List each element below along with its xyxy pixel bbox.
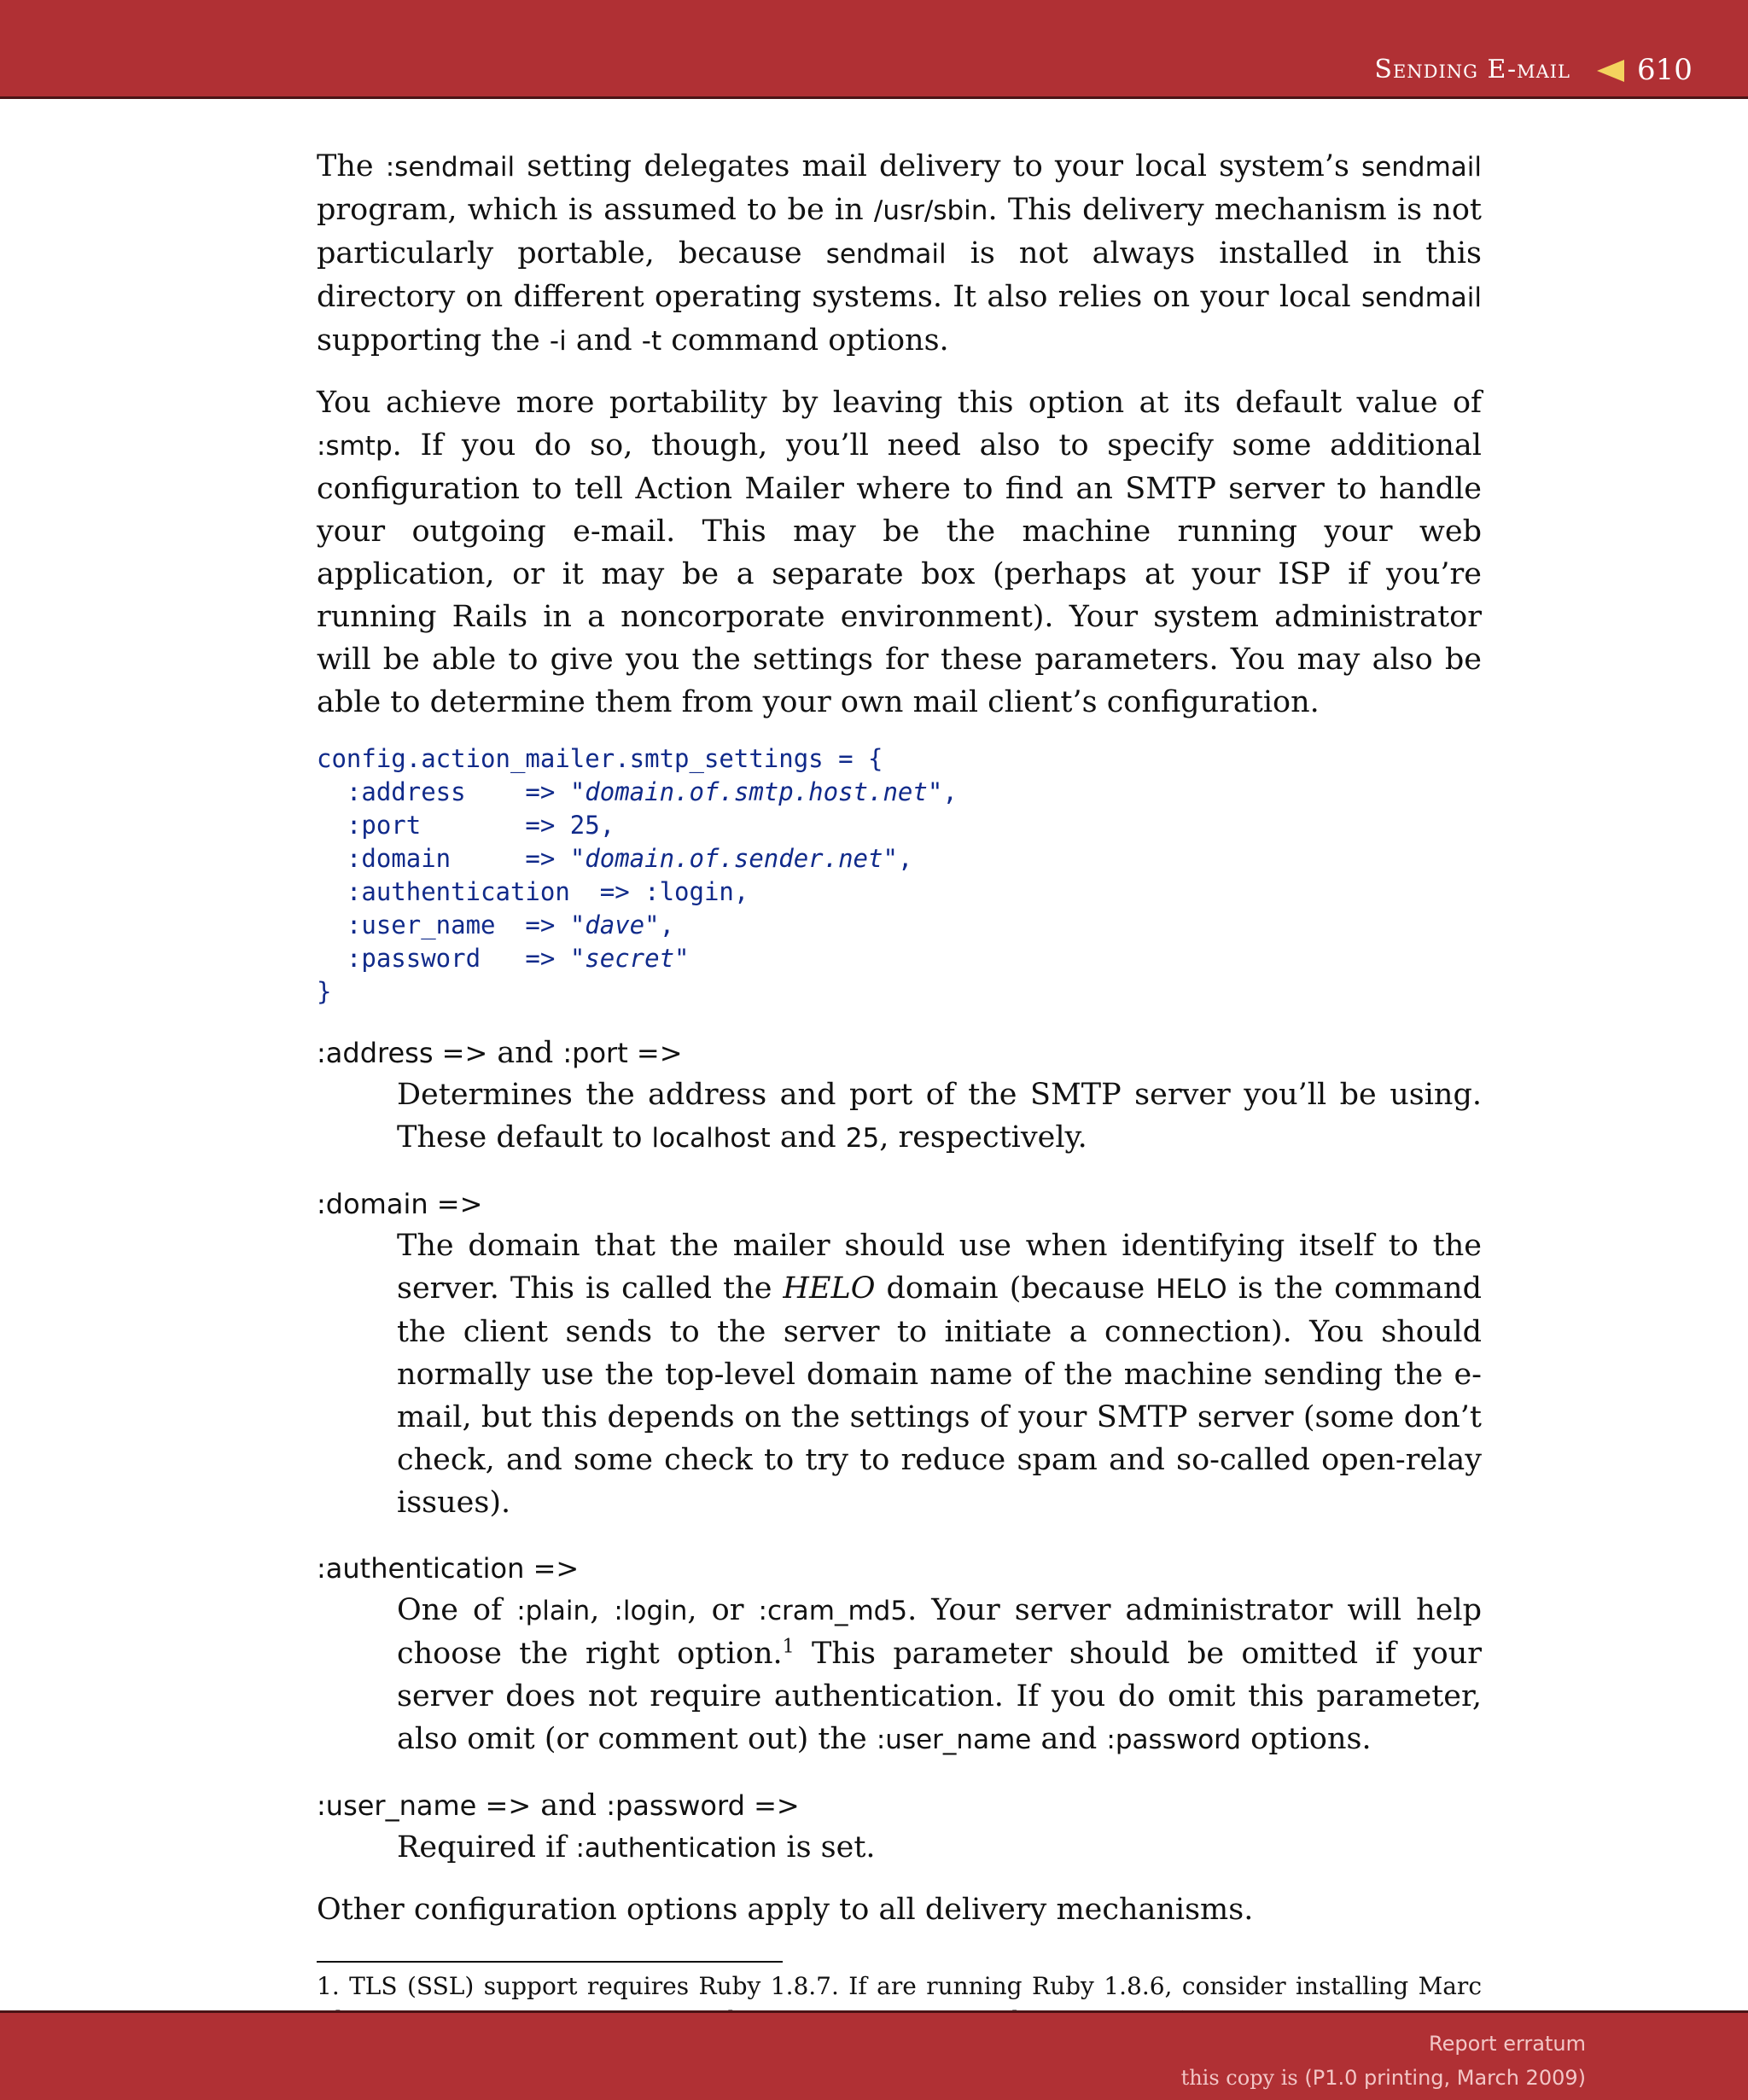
text: The [317,149,386,183]
report-erratum-link[interactable]: Report erratum [1429,2032,1586,2056]
inline-code: :authentication [575,1833,778,1864]
code-string: "domain.of.sender.net" [569,844,898,873]
definition-authentication [397,1589,1482,1761]
code-string: "domain.of.smtp.host.net" [569,777,943,806]
text: . Your server administrator will help choose the right option. [397,1593,1482,1671]
text: One of [397,1593,517,1627]
code-string: "secret" [569,944,690,973]
code-punct: , [659,910,675,939]
code-line: } [317,977,332,1006]
text: You achieve more portability by leaving this option at its default value of [317,386,1482,420]
page-number: 610 [1637,53,1693,87]
definition-term-domain [317,1185,1482,1223]
term-text: :port => [562,1037,683,1069]
inline-code: 25 [845,1123,880,1154]
text: supporting the [317,323,550,358]
inline-code: :sendmail [385,152,516,183]
code-line: :authentication => :login, [317,877,749,906]
definition-term-address-port [317,1034,1482,1072]
back-arrow-icon[interactable] [1597,60,1624,82]
footnote-number: 1. [317,1972,340,2000]
inline-code: :plain [516,1596,591,1626]
text: This parameter should be omitted if your server does not require authentication. If you do omit this parameter, also omit (or comment out) the [397,1637,1483,1756]
code-line: :port => 25, [317,811,615,840]
page-header [0,0,1748,99]
closing-paragraph: Other configuration options apply to all delivery mechanisms. [317,1893,1254,1927]
paragraph-smtp [317,381,1482,724]
text: is the command the client sends to the server to initiate a connection). You should normally use the top-level domain name of the machine sending the e-mail, but this depends on the settings of your SMTP server (some don’t check, and some check to try to reduce spam and so-called open-relay issues). [397,1271,1482,1520]
definition-term-authentication [317,1550,1482,1587]
code-line: config.action_mailer.smtp_settings = { [317,744,883,773]
text: . If you do so, though, you’ll need also to specify some additional configuration to tell Action Mailer where to find an SMTP server to handle your outgoing e-mail. This may be the machine running your web application, or it may be a separate box (perhaps at your ISP if you’re running Rails in a noncorporate environment). Your system administrator will be able to give you the settings for these parameters. You may also be able to determine them from your own mail client’s configuration. [317,428,1482,719]
code-punct: , [897,844,913,873]
section-title: Sending E-mail [1374,55,1570,84]
text: is set. [777,1830,876,1864]
term-and: and [531,1789,607,1823]
text: setting delegates mail delivery to your local system’s [515,149,1362,183]
page-content [317,145,1482,2097]
inline-code: :smtp [317,431,393,462]
term-text: :user_name => [317,1789,532,1822]
copy-printing: (P1.0 printing, March 2009) [1304,2066,1586,2090]
text: , [590,1593,615,1627]
inline-code: /usr/sbin [873,195,988,226]
text: Required if [397,1830,576,1864]
text: command options. [661,323,949,358]
definition-address-port [397,1073,1482,1160]
text: program, which is assumed to be in [317,193,874,227]
definition-term-username-password [317,1787,1482,1824]
text: , respectively. [879,1120,1087,1155]
text: domain (because [875,1271,1157,1306]
inline-code: sendmail [1361,282,1482,313]
copy-info [1181,2064,1586,2091]
inline-code: localhost [651,1123,771,1154]
text: . This delivery mechanism is not particularly portable, because [317,193,1482,270]
inline-code: -t [641,326,662,357]
inline-code: -i [549,326,567,357]
definition-domain [397,1225,1482,1524]
page-footer [0,2010,1748,2100]
inline-code: sendmail [1361,152,1482,183]
text: TLS (SSL) support requires Ruby 1.8.7. If are running Ruby 1.8.6, consider installing Marc [349,1972,1482,2000]
inline-code: HELO [1156,1274,1227,1305]
copy-lead: this copy is [1180,2066,1305,2090]
text: Determines the address and port of the SMTP server you’ll be using. These default to [397,1078,1482,1155]
code-block [317,742,1482,1009]
term-text: :address => [317,1037,488,1069]
paragraph-sendmail [317,145,1482,363]
text: , or [687,1593,759,1627]
footnote-divider [317,1961,783,1963]
code-line: :address => [317,777,570,806]
term-text: :password => [606,1789,800,1822]
code-line: :password => [317,944,570,973]
text: and [566,323,642,358]
inline-code: sendmail [825,239,947,270]
text: is not always installed in this directory on different operating systems. It also relies on your local [317,236,1483,314]
text: The domain that the mailer should use when identifying itself to the server. This is called the [397,1229,1482,1306]
code-punct: , [942,777,958,806]
term-text: :authentication => [317,1552,580,1585]
term-text: :domain => [317,1188,483,1220]
inline-code: :login [614,1596,688,1626]
text: options. [1241,1722,1372,1756]
text: and [770,1120,846,1155]
code-line: :domain => [317,844,570,873]
code-string: "dave" [569,910,660,939]
definition-username-password [397,1826,1482,1870]
emphasis: HELO [783,1271,876,1306]
inline-code: :password [1106,1725,1242,1755]
inline-code: :cram_md5 [758,1596,908,1626]
code-line: :user_name => [317,910,570,939]
text: and [1031,1722,1107,1756]
inline-code: :user_name [876,1725,1032,1755]
term-and: and [487,1036,563,1070]
footnote-marker[interactable]: 1 [782,1636,795,1658]
